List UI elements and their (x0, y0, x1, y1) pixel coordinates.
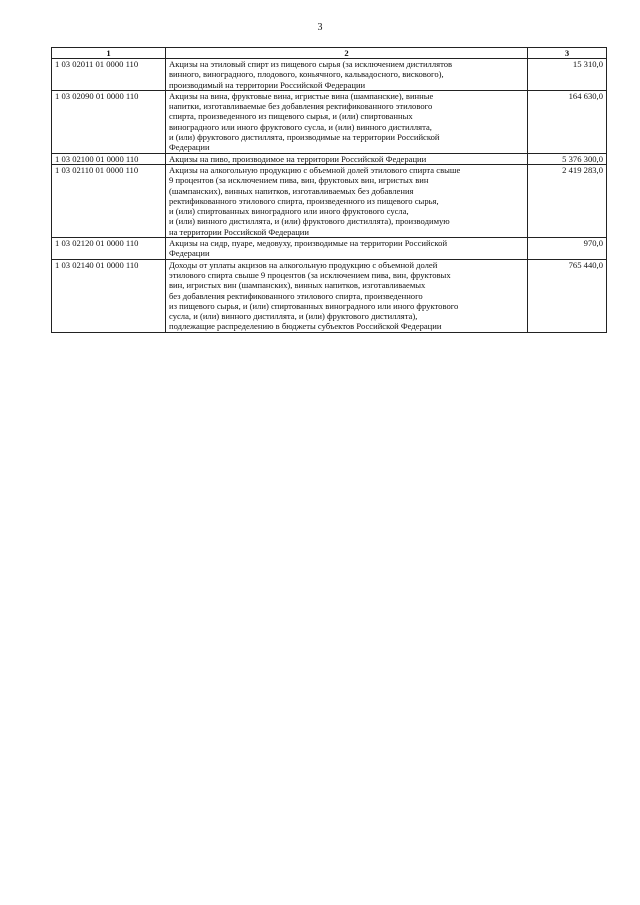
revenue-name-line: Акцизы на сидр, пуаре, медовуху, производимые на территории Российской (169, 238, 448, 249)
budget-code-cell: 1 03 02140 01 0000 110 (52, 259, 166, 332)
table-row (52, 164, 607, 237)
amount-cell: 164 630,0 (528, 90, 607, 153)
revenue-name-line: 9 процентов (за исключением пива, вин, фруктовых вин, игристых вин (169, 175, 429, 186)
revenue-name-line: этилового спирта свыше 9 процентов (за исключением пива, вин, фруктовых (169, 269, 451, 280)
revenue-name-line: и (или) фруктового дистиллята, производимые на территории Российской (169, 132, 440, 143)
budget-code-cell: 1 03 02100 01 0000 110 (52, 153, 166, 164)
header-column-2: 2 (166, 48, 528, 59)
revenue-name-line: вин, игристых вин (шампанских), винных напитков, изготавливаемых (169, 280, 426, 291)
amount-cell: 15 310,0 (528, 59, 607, 91)
amount-cell: 765 440,0 (528, 259, 607, 332)
revenue-table (51, 47, 607, 333)
page-number: 3 (317, 22, 323, 33)
revenue-name-line: Акцизы на вина, фруктовые вина, игристые вина (шампанские), винные (169, 90, 434, 101)
revenue-name-line: на территории Российской Федерации (169, 226, 309, 237)
table-row (52, 90, 607, 153)
table-row (52, 153, 607, 164)
amount-cell: 2 419 283,0 (528, 164, 607, 237)
table-row (52, 259, 607, 332)
revenue-name-line: производимый на территории Российской Федерации (169, 79, 366, 90)
revenue-name-line: без добавления ректификованного этилового спирта, произведенного (169, 290, 423, 301)
revenue-name-line: Акцизы на этиловый спирт из пищевого сырья (за исключением дистиллятов (169, 59, 453, 69)
revenue-name-line: Федерации (169, 248, 210, 259)
revenue-name-cell (166, 90, 528, 153)
revenue-name-line: (шампанских), винных напитков, изготавливаемых без добавления (169, 185, 414, 196)
budget-code-cell: 1 03 02110 01 0000 110 (52, 164, 166, 237)
revenue-name-line: сусла, и (или) винного дистиллята, и (или) фруктового дистиллята), (169, 311, 418, 322)
revenue-name-line: из пищевого сырья, и (или) спиртованных виноградного или иного фруктового (169, 300, 459, 311)
budget-code-cell: 1 03 02090 01 0000 110 (52, 90, 166, 153)
revenue-name-line: напитки, изготавливаемые без добавления ректификованного этилового (169, 101, 433, 112)
revenue-name-line: винного, виноградного, плодового, коньячного, кальвадосного, вискового), (169, 69, 444, 80)
revenue-name-cell (166, 238, 528, 260)
amount-cell: 970,0 (528, 238, 607, 260)
revenue-name-line: и (или) винного дистиллята, и (или) фруктового дистиллята), производимую (169, 216, 450, 227)
revenue-name-cell (166, 59, 528, 91)
table-header-row (52, 48, 607, 59)
revenue-name-line: виноградного или иного фруктового сусла, и (или) винного дистиллята, (169, 121, 432, 132)
revenue-name-line: Акцизы на алкогольную продукцию с объемной долей этилового спирта свыше (169, 164, 461, 175)
revenue-name-line: спирта, произведенного из пищевого сырья, и (или) спиртованных (169, 111, 413, 122)
table-row (52, 238, 607, 260)
revenue-name-cell (166, 164, 528, 237)
amount-cell: 5 376 300,0 (528, 153, 607, 164)
revenue-name-cell (166, 259, 528, 332)
revenue-name-line: и (или) спиртованных виноградного или иного фруктового сусла, (169, 206, 409, 217)
header-column-3: 3 (528, 48, 607, 59)
budget-code-cell: 1 03 02011 01 0000 110 (52, 59, 166, 91)
revenue-name-cell (166, 153, 528, 164)
revenue-name-line: Доходы от уплаты акцизов на алкогольную продукцию с объемной долей (169, 259, 438, 270)
revenue-name-line: Акцизы на пиво, производимое на территории Российской Федерации (169, 153, 427, 164)
header-column-1: 1 (52, 48, 166, 59)
revenue-name-line: подлежащие распределению в бюджеты субъектов Российской Федерации (169, 321, 442, 332)
table-row (52, 59, 607, 91)
budget-code-cell: 1 03 02120 01 0000 110 (52, 238, 166, 260)
revenue-name-line: Федерации (169, 142, 210, 153)
revenue-name-line: ректификованного этилового спирта, произведенного из пищевого сырья, (169, 195, 439, 206)
